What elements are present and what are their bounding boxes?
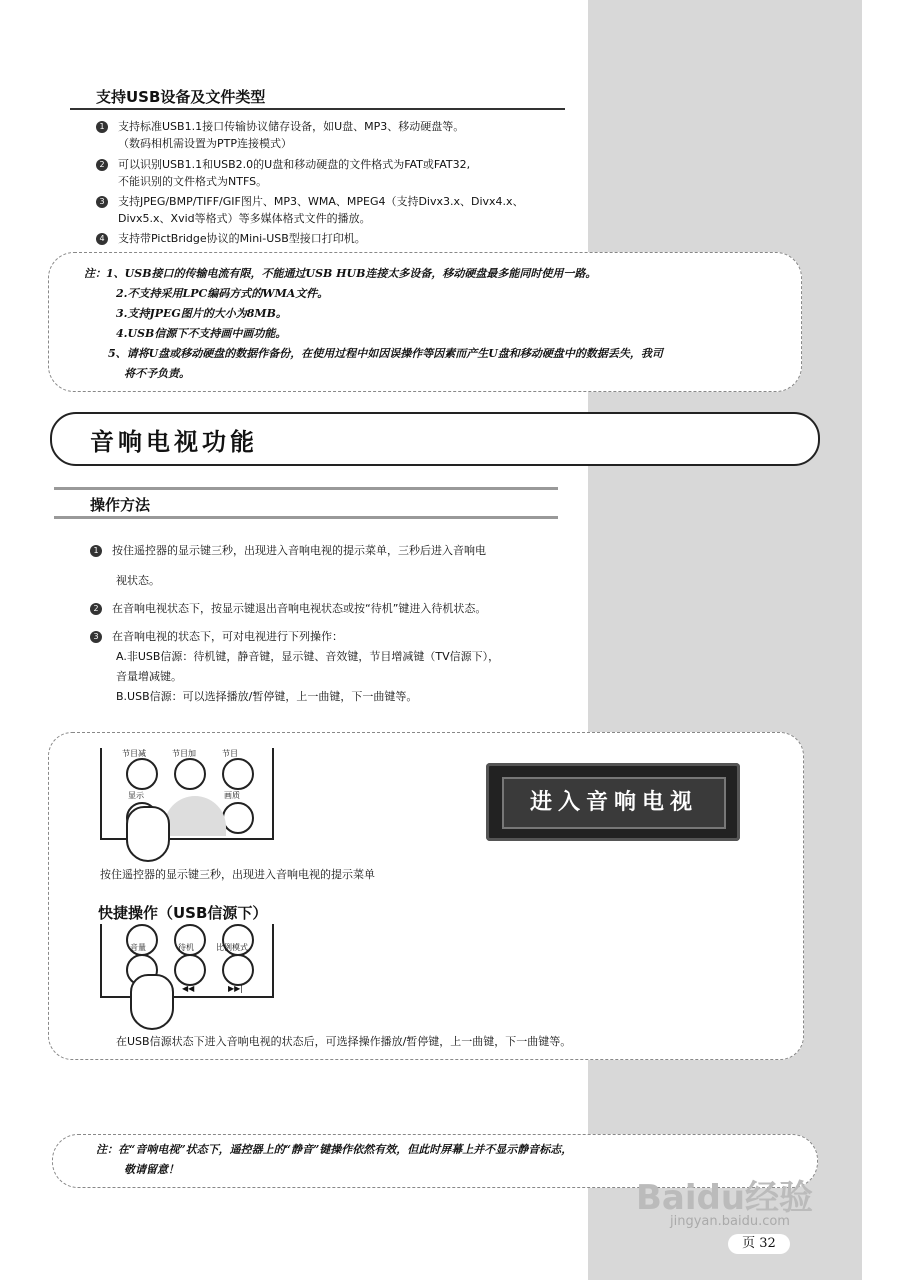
usb-note-line-3: 3.支持JPEG图片的大小为8MB。 [116,307,287,320]
remote1-knob-2 [174,758,206,790]
usb-item-3: 3 支持JPEG/BMP/TIFF/GIF图片、MP3、WMA、MPEG4（支持Divx3.x、Divx4.x、 Divx5.x、Xvid等格式）等多媒体格式文件的播放。 [96,193,524,227]
usb-section-title: 支持USB设备及文件类型 [96,88,266,106]
remote1-knob-1 [126,758,158,790]
remote1-label-prog: 节目 [222,749,238,758]
usb-note-line-1: 注：1、USB接口的传输电流有限，不能通过USB HUB连接太多设备，移动硬盘最多能同时使用一路。 [84,267,597,280]
watermark-url: jingyan.baidu.com [670,1214,790,1229]
remote2-label-volume: 音量 [130,943,146,952]
remote1-label-prog-up: 节目加 [172,749,196,758]
remote-illustration-2 [100,924,274,998]
section-banner [50,412,820,466]
remote1-label-prog-down: 节目减 [122,749,146,758]
operation-item-2: 2 在音响电视状态下，按显示键退出音响电视状态或按“待机”键进入待机状态。 [90,600,486,618]
operation-item-3: 3 在音响电视的状态下，可对电视进行下列操作： A.非USB信源：待机键，静音键，显示键、音效键，节目增减键（TV信源下）， 音量增减键。 B.USB信源：可以选择播放/暂停键，上一曲键，下一曲键等。 [90,628,499,706]
remote2-knob-next [222,954,254,986]
remote1-highlight [164,796,226,836]
caption-1: 按住遥控器的显示键三秒，出现进入音响电视的提示菜单 [100,868,375,881]
right-margin [862,0,911,1280]
pointing-hand-icon-2 [130,974,174,1030]
sidebar-gray-band [588,0,862,1280]
usb-item-1: 1 支持标准USB1.1接口传输协议储存设备，如U盘、MP3、移动硬盘等。 （数码相机需设置为PTP连接模式） [96,118,464,152]
operation-item-1: 1 按住遥控器的显示键三秒，出现进入音响电视的提示菜单，三秒后进入音响电 视状态。 [90,542,486,590]
usb-note-line-5: 5、请将U盘或移动硬盘的数据作备份，在使用过程中如因误操作等因素而产生U盘和移动硬盘中的数据丢失，我司 [108,347,663,360]
quick-operation-title: 快捷操作（USB信源下） [98,904,268,922]
bullet-2-icon: 2 [96,159,108,171]
bottom-note-line-2: 敬请留意！ [124,1163,179,1176]
usb-title-rule [70,108,565,110]
usb-item-4: 4 支持带PictBridge协议的Mini-USB型接口打印机。 [96,230,366,247]
op-bullet-3-icon: 3 [90,631,102,643]
bullet-4-icon: 4 [96,233,108,245]
caption-2: 在USB信源状态下进入音响电视的状态后，可选择操作播放/暂停键，上一曲键，下一曲键等。 [116,1035,572,1048]
op-bullet-1-icon: 1 [90,545,102,557]
tv-button-label: 进入音响电视 [502,777,726,829]
bullet-3-icon: 3 [96,196,108,208]
usb-note-line-6: 将不予负责。 [124,367,190,380]
watermark-logo: Baidu经验 [636,1178,814,1218]
pointing-hand-icon-1 [126,806,170,862]
remote2-knob-prev [174,954,206,986]
remote2-label-ratio: 比例模式 [216,943,248,952]
next-track-icon: ▶▶| [228,984,243,993]
usb-note-line-4: 4.USB信源下不支持画中画功能。 [116,327,287,340]
operation-title: 操作方法 [90,496,151,514]
bottom-note-line-1: 注：在“音响电视”状态下，遥控器上的“静音”键操作依然有效，但此时屏幕上并不显示静音标志， [96,1143,573,1156]
remote1-label-display: 显示 [128,791,144,800]
enter-audio-tv-screen-button [486,763,740,841]
remote1-label-picture: 画质 [224,791,240,800]
usb-note-line-2: 2.不支持采用LPC编码方式的WMA文件。 [116,287,329,300]
page-number: 页 32 [728,1234,790,1254]
op-bullet-2-icon: 2 [90,603,102,615]
usb-item-2: 2 可以识别USB1.1和USB2.0的U盘和移动硬盘的文件格式为FAT或FAT32, 不能识别的文件格式为NTFS。 [96,156,470,190]
banner-title: 音响电视功能 [90,427,258,456]
operation-rule-top [54,487,558,490]
remote2-label-standby: 待机 [178,943,194,952]
previous-track-icon: ◀◀ [182,984,195,993]
remote1-knob-3 [222,758,254,790]
operation-rule-bottom [54,516,558,519]
remote1-knob-4 [222,802,254,834]
bullet-1-icon: 1 [96,121,108,133]
